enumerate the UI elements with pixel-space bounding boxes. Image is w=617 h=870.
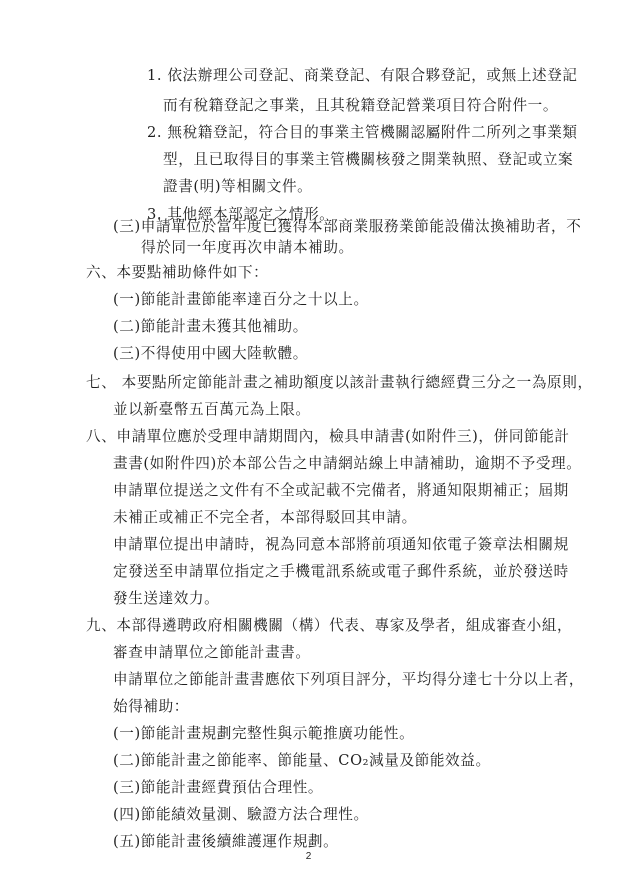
- section-8-line-1: 八、申請單位應於受理申請期間內，檢具申請書(如附件三)，併同節能計: [86, 428, 570, 445]
- clause-9-5: (五)節能計畫後續維護運作規劃。: [113, 833, 339, 850]
- section-8-line-4: 未補正或補正不完全者，本部得駁回其申請。: [113, 509, 417, 526]
- clause-6-2: (二)節能計畫未獲其他補助。: [113, 318, 308, 335]
- section-9-line-1: 九、本部得遴聘政府相關機關（構）代表、專家及學者，組成審查小組，: [86, 617, 573, 634]
- section-8-line-5: 申請單位提出申請時，視為同意本部將前項通知依電子簽章法相關規: [113, 536, 569, 553]
- section-7-line-2: 並以新臺幣五百萬元為上限。: [113, 401, 311, 418]
- clause-9-3: (三)節能計畫經費預估合理性。: [113, 779, 324, 796]
- clause-9-2: (二)節能計畫之節能率、節能量、CO₂減量及節能效益。: [113, 752, 491, 769]
- item-3-line-1: 3. 其他經本部認定之情形。: [147, 206, 335, 223]
- clause-6-3: (三)不得使用中國大陸軟體。: [113, 345, 308, 362]
- section-9-line-4: 始得補助：: [113, 698, 189, 715]
- clause-5-3-line-1: (三)申請單位於當年度已獲得本部商業服務業節能設備汰換補助者，不: [113, 218, 582, 235]
- item-1-line-1: 1. 依法辦理公司登記、商業登記、有限合夥登記，或無上述登記: [147, 67, 578, 84]
- section-9-line-3: 申請單位之節能計畫書應依下列項目評分，平均得分達七十分以上者，: [113, 671, 585, 688]
- section-6-heading: 六、本要點補助條件如下：: [86, 264, 269, 281]
- item-1-line-2: 而有稅籍登記之事業，且其稅籍登記營業項目符合附件一。: [163, 97, 559, 114]
- section-8-line-2: 畫書(如附件四)於本部公告之申請網站線上申請補助，逾期不予受理。: [113, 455, 582, 472]
- section-8-line-6: 定發送至申請單位指定之手機電訊系統或電子郵件系統，並於發送時: [113, 563, 569, 580]
- section-8-line-7: 發生送達效力。: [113, 590, 220, 607]
- section-8-line-3: 申請單位提送之文件有不全或記載不完備者，將通知限期補正；屆期: [113, 482, 569, 499]
- section-7-line-1: 七、 本要點所定節能計畫之補助額度以該計畫執行總經費三分之一為原則，: [86, 374, 593, 391]
- item-2-line-3: 證書(明)等相關文件。: [163, 178, 313, 195]
- clause-9-4: (四)節能績效量測、驗證方法合理性。: [113, 806, 369, 823]
- item-2-line-1: 2. 無稅籍登記，符合目的事業主管機關認屬附件二所列之事業類: [147, 124, 578, 141]
- clause-9-1: (一)節能計畫規劃完整性與示範推廣功能性。: [113, 725, 415, 742]
- item-2-line-2: 型，且已取得目的事業主管機關核發之開業執照、登記或立案: [163, 151, 574, 168]
- clause-5-3-line-2: 得於同一年度再次申請本補助。: [141, 239, 354, 256]
- clause-6-1: (一)節能計畫節能率達百分之十以上。: [113, 291, 369, 308]
- page-number: 2: [305, 851, 312, 862]
- section-9-line-2: 審查申請單位之節能計畫書。: [113, 644, 311, 661]
